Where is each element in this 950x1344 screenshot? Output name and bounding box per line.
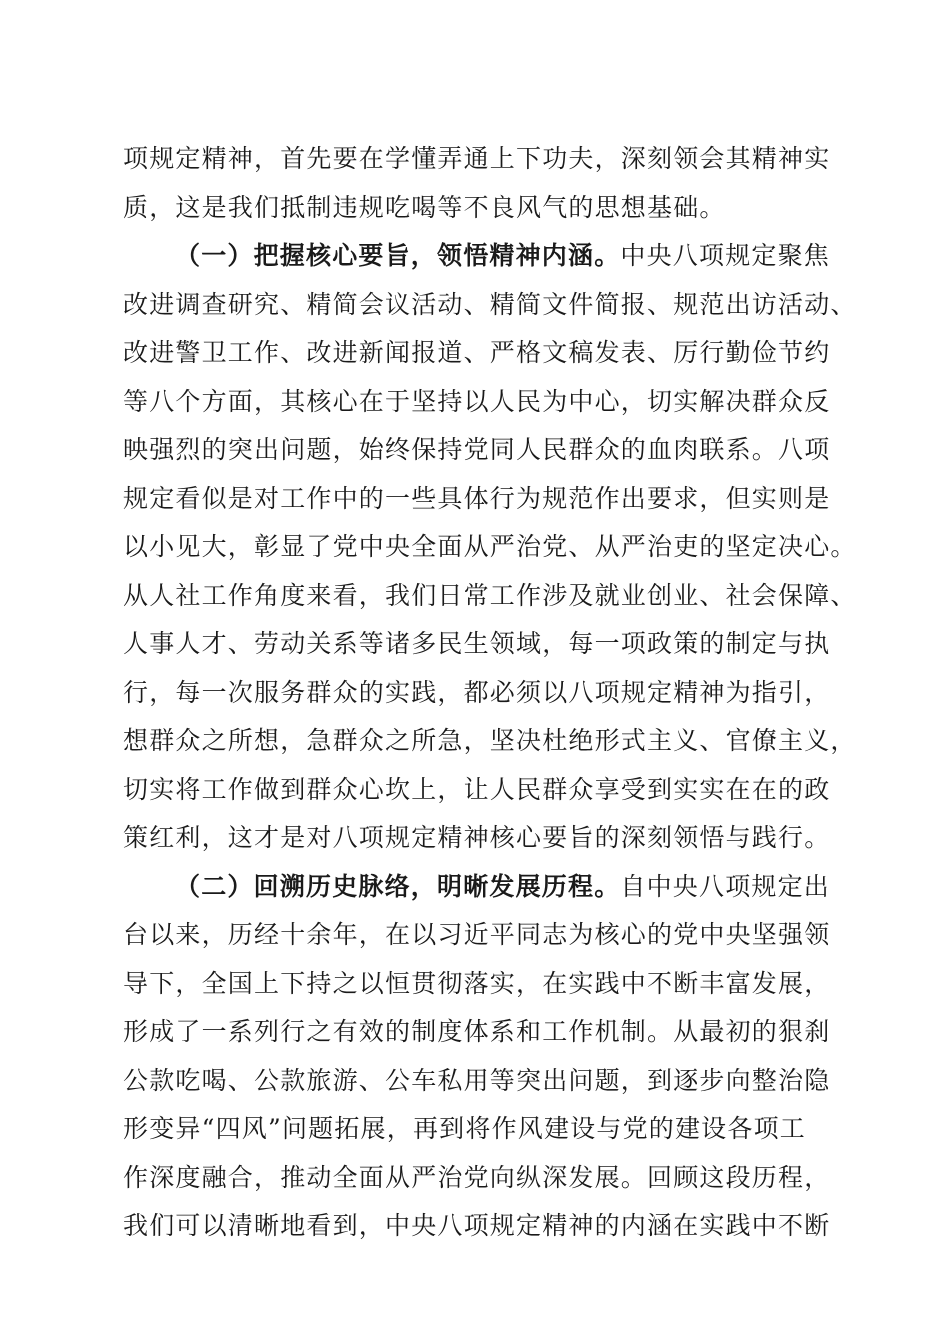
text-line: 改进警卫工作、改进新闻报道、严格文稿发表、厉行勤俭节约 — [123, 338, 831, 367]
text-line: 我们可以清晰地看到，中央八项规定精神的内涵在实践中不断 — [123, 1211, 831, 1240]
text-line: 规定看似是对工作中的一些具体行为规范作出要求，但实则是 — [123, 484, 831, 513]
text-line: 想群众之所想，急群众之所急，坚决杜绝形式主义、官僚主义， — [123, 726, 857, 755]
text-span: 自中央八项规定出 — [620, 872, 831, 901]
text-line: 形成了一系列行之有效的制度体系和工作机制。从最初的狠刹 — [123, 1017, 831, 1046]
text-line: 导下，全国上下持之以恒贯彻落实，在实践中不断丰富发展， — [123, 969, 831, 998]
text-line: 策红利，这才是对八项规定精神核心要旨的深刻领悟与践行。 — [123, 823, 831, 852]
text-line: 台以来，历经十余年，在以习近平同志为核心的党中央坚强领 — [123, 920, 831, 949]
text-line: 公款吃喝、公款旅游、公车私用等突出问题，到逐步向整治隐 — [123, 1066, 831, 1095]
text-line: 行，每一次服务群众的实践，都必须以八项规定精神为指引， — [123, 678, 831, 707]
text-line: 作深度融合，推动全面从严治党向纵深发展。回顾这段历程， — [123, 1163, 831, 1192]
text-line: 切实将工作做到群众心坎上，让人民群众享受到实实在在的政 — [123, 775, 831, 804]
text-line: 质，这是我们抵制违规吃喝等不良风气的思想基础。 — [123, 193, 726, 222]
text-span: 中央八项规定聚焦 — [620, 241, 831, 270]
section-heading: （二）回溯历史脉络，明晰发展历程。 — [175, 872, 621, 901]
text-line: 人事人才、劳动关系等诸多民生领域，每一项政策的制定与执 — [123, 629, 831, 658]
text-line: 以小见大，彰显了党中央全面从严治党、从严治吏的坚定决心。 — [123, 532, 857, 561]
section-heading: （一）把握核心要旨，领悟精神内涵。 — [175, 241, 621, 270]
text-line: 等八个方面，其核心在于坚持以人民为中心，切实解决群众反 — [123, 387, 831, 416]
text-line: 项规定精神，首先要在学懂弄通上下功夫，深刻领会其精神实 — [123, 144, 831, 173]
text-line: 从人社工作角度来看，我们日常工作涉及就业创业、社会保障、 — [123, 581, 857, 610]
text-line: 映强烈的突出问题，始终保持党同人民群众的血肉联系。八项 — [123, 435, 831, 464]
text-line: 改进调查研究、精简会议活动、精简文件简报、规范出访活动、 — [123, 290, 857, 319]
text-line: 形变异“四风”问题拓展，再到将作风建设与党的建设各项工 — [123, 1114, 806, 1143]
paragraph-first-line — [175, 236, 831, 276]
paragraph-first-line — [175, 867, 831, 907]
